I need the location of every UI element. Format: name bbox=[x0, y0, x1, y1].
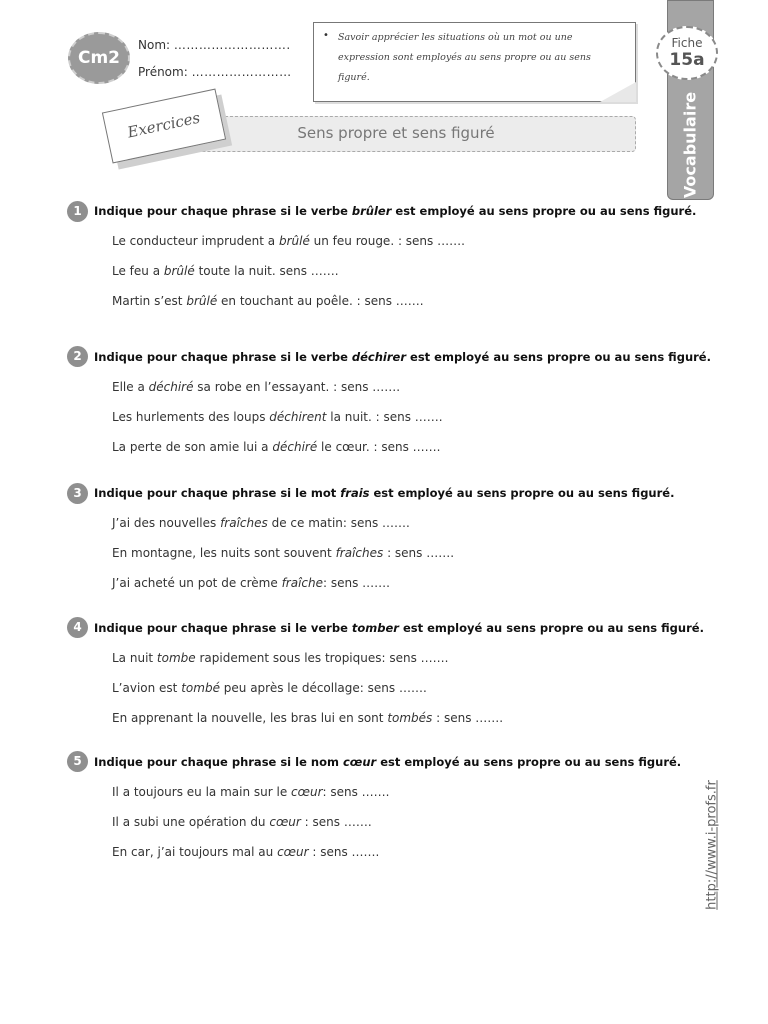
fiche-label: Fiche bbox=[671, 36, 703, 50]
exercise-sentence: J’ai acheté un pot de crème fraîche: sens ……. bbox=[112, 576, 390, 590]
nom-dots: ………………………. bbox=[173, 38, 291, 52]
nom-field bbox=[138, 38, 291, 52]
fiche-number: 15a bbox=[669, 50, 705, 70]
level-badge bbox=[68, 32, 130, 84]
exercise-sentence: Elle a déchiré sa robe en l’essayant. : sens ……. bbox=[112, 380, 401, 394]
page-title: Sens propre et sens figuré bbox=[297, 124, 495, 142]
exercise-sentence: La perte de son amie lui a déchiré le cœur. : sens ……. bbox=[112, 440, 441, 454]
exercise-sentence: Les hurlements des loups déchirent la nuit. : sens ……. bbox=[112, 410, 443, 424]
objective-bullet: • bbox=[323, 30, 329, 41]
fiche-badge bbox=[656, 26, 718, 80]
website-link[interactable]: http://www.i-profs.fr bbox=[704, 780, 720, 910]
exercise-sentence: L’avion est tombé peu après le décollage: sens ……. bbox=[112, 681, 427, 695]
exercise-sentence: En apprenant la nouvelle, les bras lui en sont tombés : sens ……. bbox=[112, 711, 504, 725]
exercise-number: 5 bbox=[67, 751, 88, 772]
exercise-sentence: Martin s’est brûlé en touchant au poêle. : sens ……. bbox=[112, 294, 424, 308]
exercise-instruction: Indique pour chaque phrase si le verbe déchirer est employé au sens propre ou au sens figuré. bbox=[94, 350, 711, 364]
subject-label: Vocabulaire bbox=[680, 91, 700, 199]
exercise-sentence: En car, j’ai toujours mal au cœur : sens ……. bbox=[112, 845, 380, 859]
exercise-sentence: J’ai des nouvelles fraîches de ce matin: sens ……. bbox=[112, 516, 410, 530]
level-label: Cm2 bbox=[77, 48, 121, 68]
exercise-instruction: Indique pour chaque phrase si le mot frais est employé au sens propre ou au sens figuré. bbox=[94, 486, 675, 500]
exercise-number: 4 bbox=[67, 617, 88, 638]
nom-label: Nom: bbox=[138, 38, 171, 52]
exercise-sentence: En montagne, les nuits sont souvent fraîches : sens ……. bbox=[112, 546, 455, 560]
exercise-instruction: Indique pour chaque phrase si le nom cœur est employé au sens propre ou au sens figuré. bbox=[94, 755, 682, 769]
exercise-number: 2 bbox=[67, 346, 88, 367]
exercise-number: 1 bbox=[67, 201, 88, 222]
exercise-sentence: Il a toujours eu la main sur le cœur: sens ……. bbox=[112, 785, 390, 799]
exercise-instruction: Indique pour chaque phrase si le verbe tomber est employé au sens propre ou au sens figuré. bbox=[94, 621, 704, 635]
prenom-label: Prénom: bbox=[138, 65, 188, 79]
exercise-number: 3 bbox=[67, 483, 88, 504]
exercise-sentence: Le conducteur imprudent a brûlé un feu rouge. : sens ……. bbox=[112, 234, 465, 248]
exercise-instruction: Indique pour chaque phrase si le verbe brûler est employé au sens propre ou au sens figuré. bbox=[94, 204, 697, 218]
exercices-tag-label: Exercices bbox=[125, 108, 202, 142]
exercise-sentence: Il a subi une opération du cœur : sens ……. bbox=[112, 815, 372, 829]
prenom-field bbox=[138, 65, 292, 79]
objective-text: Savoir apprécier les situations où un mot ou une expression sont employés au sens propre ou au sens figuré. bbox=[338, 32, 591, 83]
exercise-sentence: La nuit tombe rapidement sous les tropiques: sens ……. bbox=[112, 651, 449, 665]
prenom-dots: …………………… bbox=[191, 65, 292, 79]
exercise-sentence: Le feu a brûlé toute la nuit. sens ……. bbox=[112, 264, 339, 278]
